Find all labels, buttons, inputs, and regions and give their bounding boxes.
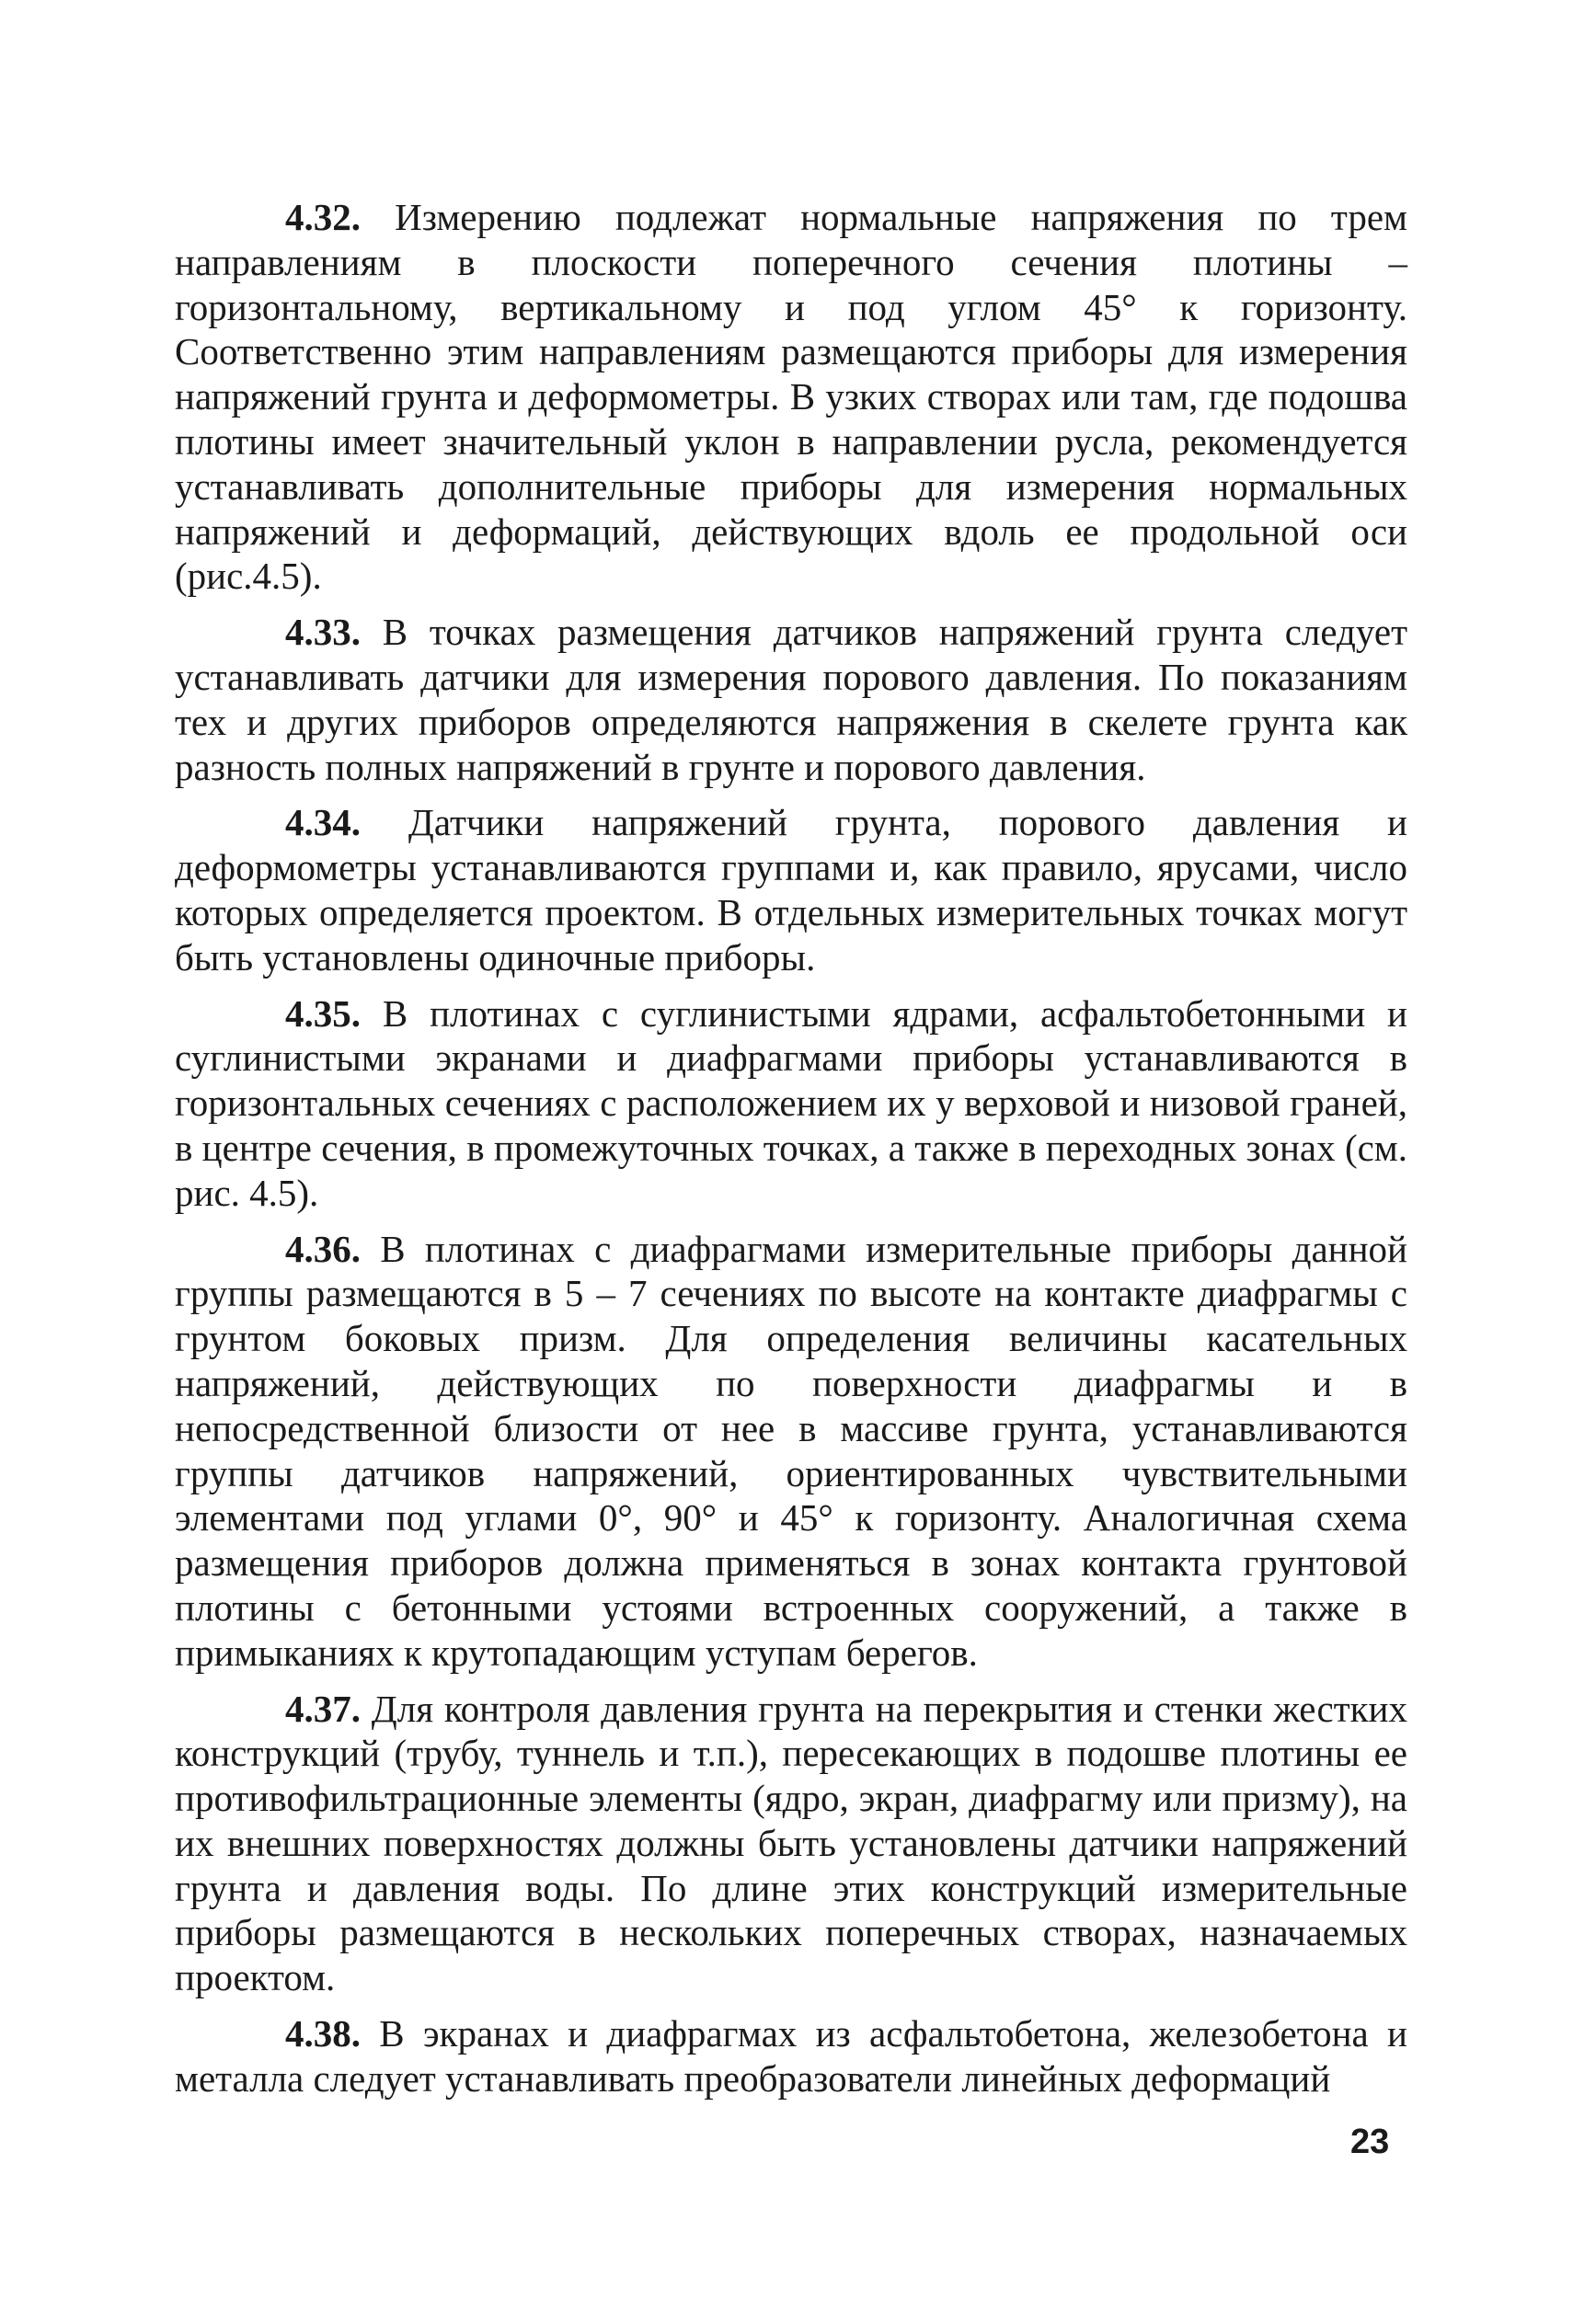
paragraph-number: 4.36. bbox=[285, 1227, 361, 1270]
paragraph-text: Датчики напряжений грунта, порового давления и деформометры устанавливаются группами и, как правило, ярусами, число которых определяется проектом. В отдельных измерительных точках могут быть установлены одиночные приборы. bbox=[175, 801, 1407, 979]
paragraph-text: Для контроля давления грунта на перекрытия и стенки жестких конструкций (трубу, туннель и т.п.), пересекающих в подошве плотины ее противофильтрационные элементы (ядро, экран, диафрагму или призму), на их внешних поверхностях должны быть установлены датчики напряжений грунта и давления воды. По длине этих конструкций измерительные приборы размещаются в нескольких поперечных створах, назначаемых проектом. bbox=[175, 1687, 1407, 1999]
paragraph-number: 4.33. bbox=[285, 611, 361, 654]
paragraph-4-38 bbox=[175, 2011, 1407, 2101]
paragraph-number: 4.34. bbox=[285, 801, 361, 844]
paragraph-4-33 bbox=[175, 610, 1407, 789]
body-text bbox=[175, 195, 1407, 2112]
paragraph-text: В экранах и диафрагмах из асфальтобетона, железобетона и металла следует устанавливать преобразователи линейных деформаций bbox=[175, 2012, 1407, 2100]
paragraph-text: В плотинах с суглинистыми ядрами, асфальтобетонными и суглинистыми экранами и диафрагмами приборы устанавливаются в горизонтальных сечениях с расположением их у верховой и низовой граней, в центре сечения, в промежуточных точках, а также в переходных зонах (см. рис. 4.5). bbox=[175, 991, 1407, 1214]
paragraph-text: В плотинах с диафрагмами измерительные приборы данной группы размещаются в 5 – 7 сечениях по высоте на контакте диафрагмы с грунтом боковых призм. Для определения величины касательных напряжений, действующих по поверхности диафрагмы и в непосредственной близости от нее в массиве грунта, устанавливаются группы датчиков напряжений, ориентированных чувствительными элементами под углами 0°, 90° и 45° к горизонту. Аналогичная схема размещения приборов должна применяться в зонах контакта грунтовой плотины с бетонными устоями встроенных сооружений, а также в примыканиях к крутопадающим уступам берегов. bbox=[175, 1227, 1407, 1674]
page-number: 23 bbox=[1350, 2123, 1390, 2161]
paragraph-text: В точках размещения датчиков напряжений грунта следует устанавливать датчики для измерения порового давления. По показаниям тех и других приборов определяются напряжения в скелете грунта как разность полных напряжений в грунте и порового давления. bbox=[175, 611, 1407, 788]
paragraph-4-32 bbox=[175, 195, 1407, 599]
paragraph-4-34 bbox=[175, 800, 1407, 979]
paragraph-text: Измерению подлежат нормальные напряжения по трем направлениям в плоскости поперечного сечения плотины – горизонтальному, вертикальному и под углом 45° к горизонту. Соответственно этим направлениям размещаются приборы для измерения напряжений грунта и деформометры. В узких створах или там, где подошва плотины имеет значительный уклон в направлении русла, рекомендуется устанавливать дополнительные приборы для измерения нормальных напряжений и деформаций, действующих вдоль ее продольной оси (рис.4.5). bbox=[175, 196, 1407, 598]
paragraph-4-35 bbox=[175, 991, 1407, 1216]
paragraph-number: 4.35. bbox=[285, 991, 361, 1035]
paragraph-4-36 bbox=[175, 1227, 1407, 1676]
paragraph-number: 4.32. bbox=[285, 196, 361, 238]
paragraph-number: 4.38. bbox=[285, 2012, 361, 2055]
paragraph-4-37 bbox=[175, 1687, 1407, 2001]
paragraph-number: 4.37. bbox=[285, 1687, 361, 1730]
